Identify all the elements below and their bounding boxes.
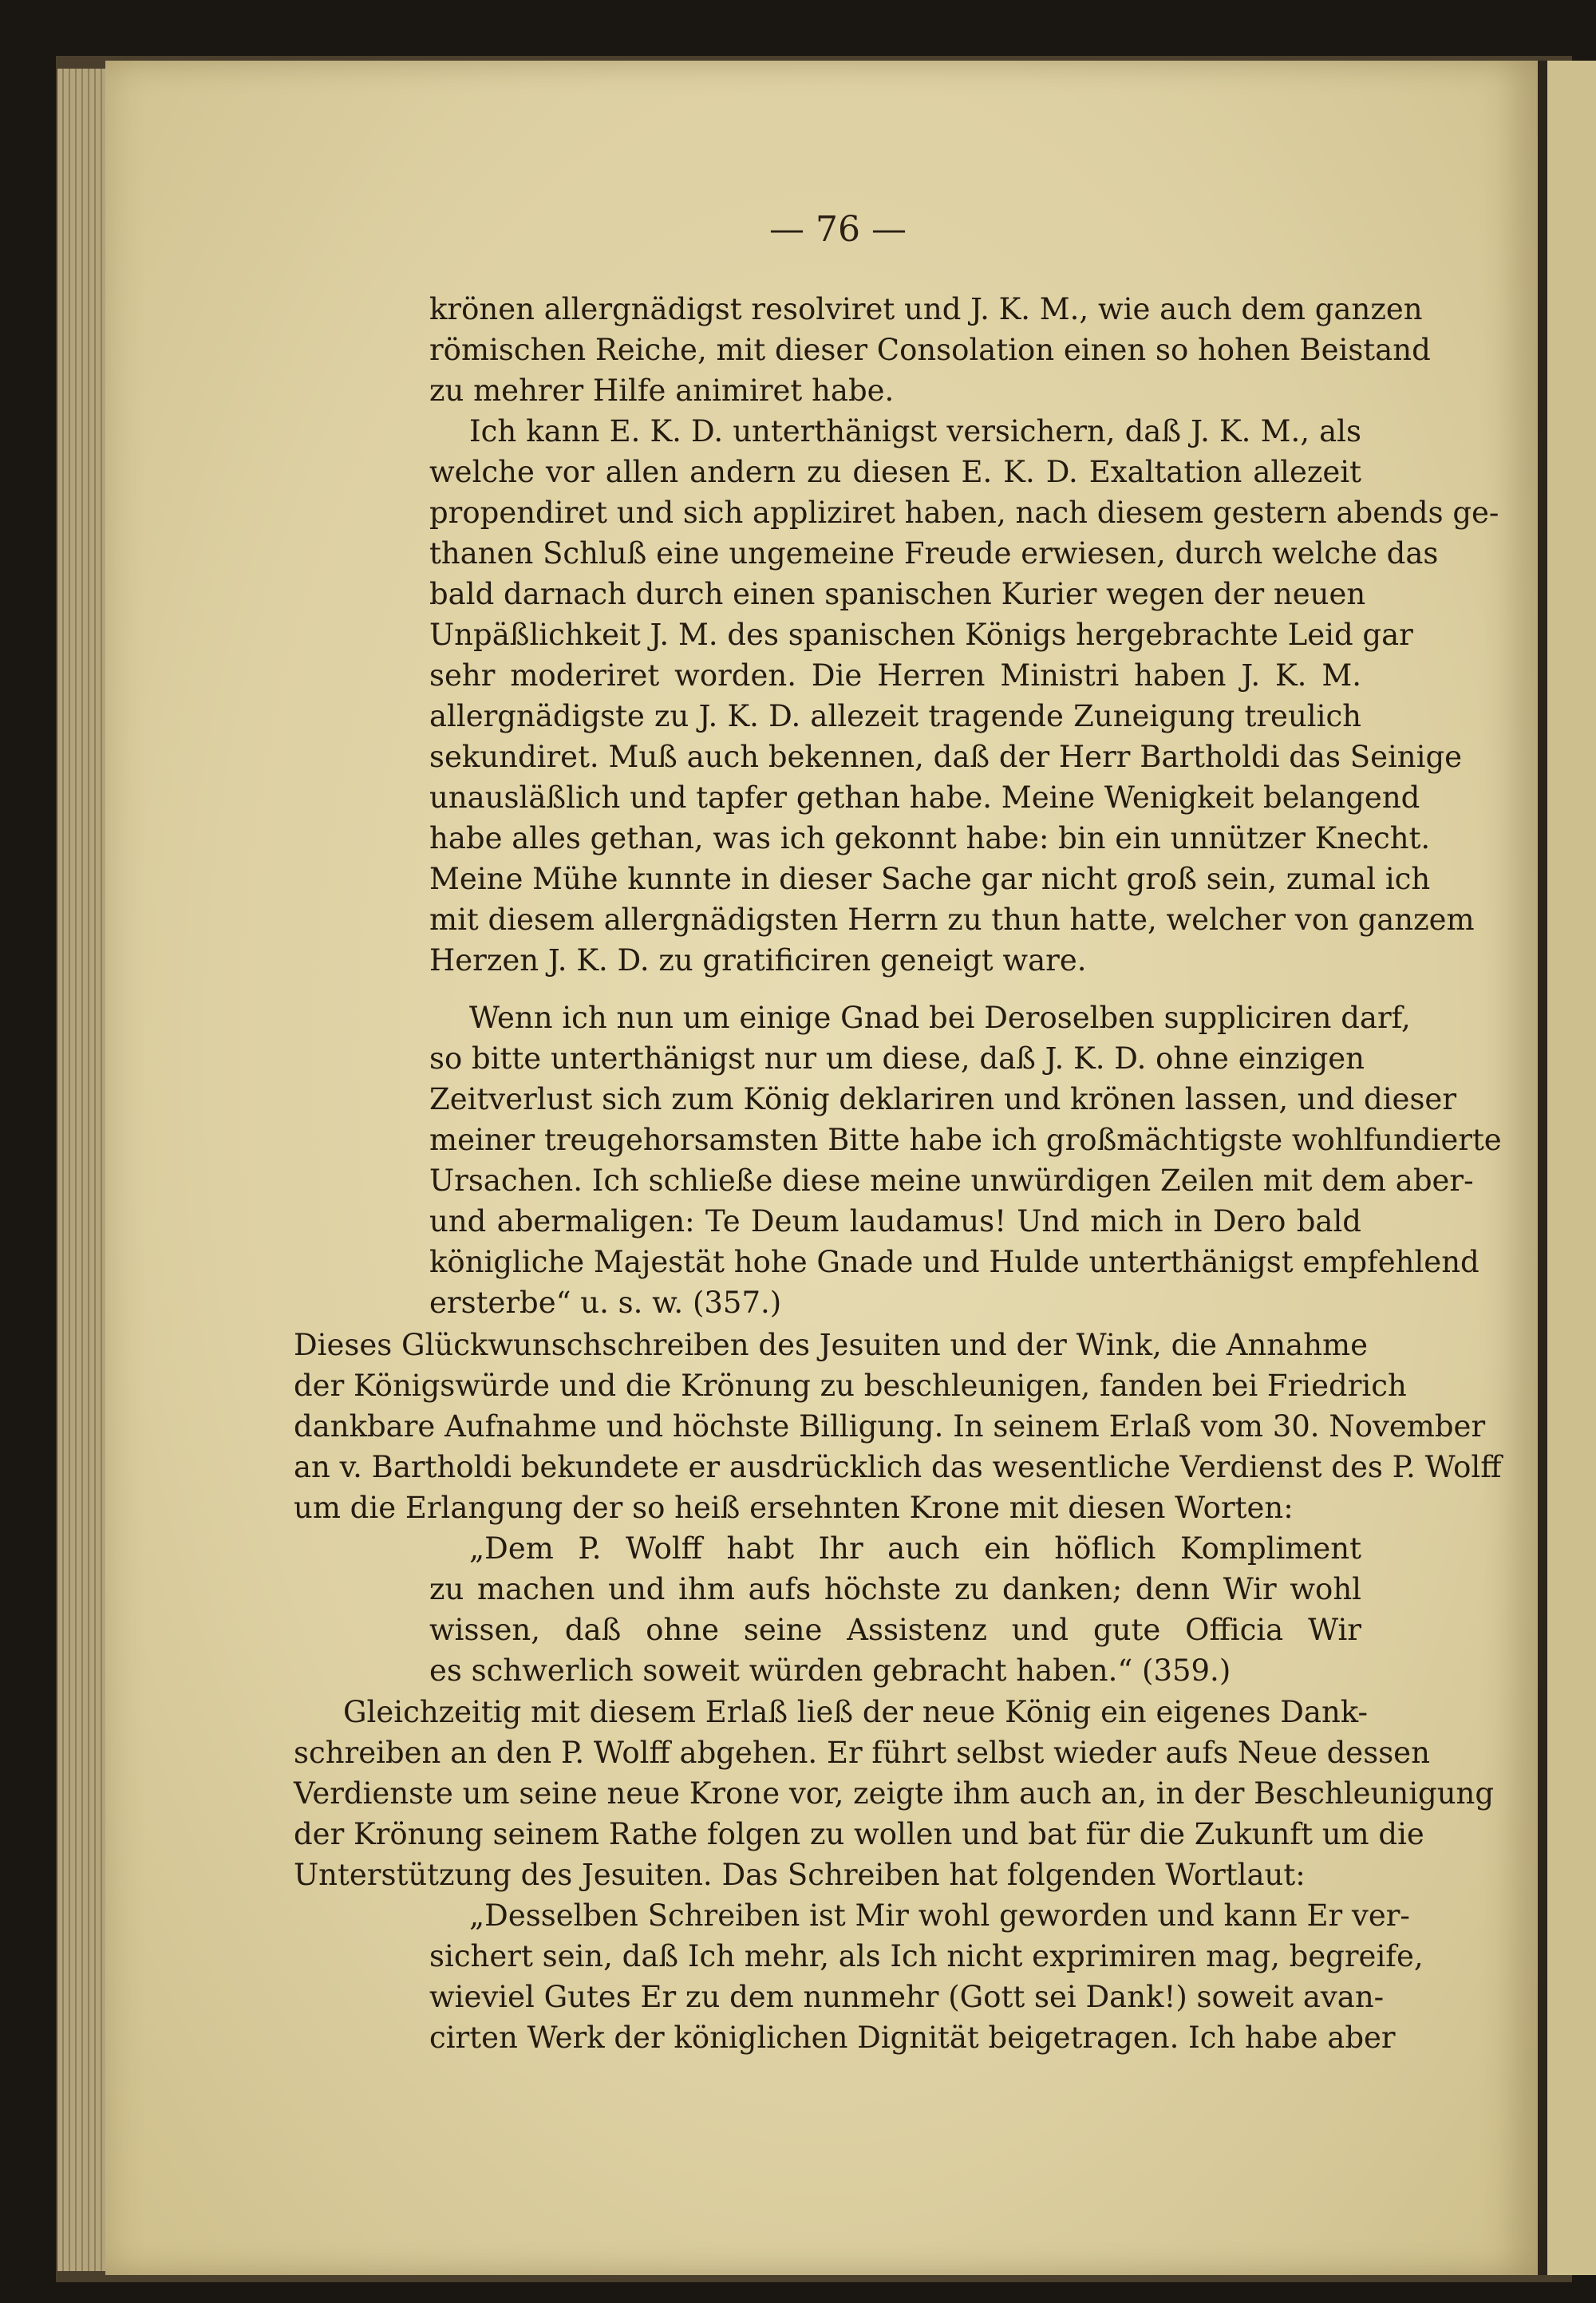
text-line: Zeitverlust sich zum König deklariren und krönen lassen, und dieser xyxy=(429,1082,1457,1116)
text-line: Herzen J. K. D. zu gratificiren geneigt ware. xyxy=(429,943,1087,978)
page-number: — 76 — xyxy=(769,209,907,250)
text-line: sehr moderiret worden. Die Herren Ministri haben J. K. M. xyxy=(429,658,1361,693)
book-gutter xyxy=(1538,61,1547,2275)
book-page-edges xyxy=(57,69,105,2271)
text-line: bald darnach durch einen spanischen Kurier wegen der neuen xyxy=(429,577,1366,611)
text-line: schreiben an den P. Wolff abgehen. Er führt selbst wieder aufs Neue dessen xyxy=(294,1736,1430,1770)
text-line: mit diesem allergnädigsten Herrn zu thun hatte, welcher von ganzem xyxy=(429,903,1475,937)
text-line: cirten Werk der königlichen Dignität beigetragen. Ich habe aber xyxy=(429,2021,1396,2055)
text-line: sekundiret. Muß auch bekennen, daß der Herr Bartholdi das Seinige xyxy=(429,740,1463,774)
text-line: wissen, daß ohne seine Assistenz und gute Officia Wir xyxy=(429,1613,1361,1647)
text-line: Ursachen. Ich schließe diese meine unwürdigen Zeilen mit dem aber- xyxy=(429,1163,1474,1198)
text-line: an v. Bartholdi bekundete er ausdrücklich das wesentliche Verdienst des P. Wolff xyxy=(294,1450,1502,1484)
text-line: Unpäßlichkeit J. M. des spanischen Königs hergebrachte Leid gar xyxy=(429,618,1413,652)
text-line: Wenn ich nun um einige Gnad bei Deroselben suppliciren darf, xyxy=(469,1001,1411,1035)
text-line: Verdienste um seine neue Krone vor, zeigte ihm auch an, in der Beschleunigung xyxy=(294,1776,1495,1811)
text-line: es schwerlich soweit würden gebracht haben.“ (359.) xyxy=(429,1653,1231,1688)
text-line: sichert sein, daß Ich mehr, als Ich nicht exprimiren mag, begreife, xyxy=(429,1939,1424,1973)
text-line: der Königswürde und die Krönung zu beschleunigen, fanden bei Friedrich xyxy=(294,1369,1407,1403)
text-line: propendiret und sich appliziret haben, nach diesem gestern abends ge- xyxy=(429,496,1499,530)
text-line: Unterstützung des Jesuiten. Das Schreiben hat folgenden Wortlaut: xyxy=(294,1858,1306,1892)
text-line: und abermaligen: Te Deum laudamus! Und mich in Dero bald xyxy=(429,1204,1361,1238)
text-line: „Desselben Schreiben ist Mir wohl geworden und kann Er ver- xyxy=(469,1898,1410,1933)
text-line: meiner treugehorsamsten Bitte habe ich großmächtigste wohlfundierte xyxy=(429,1123,1502,1157)
text-line: ersterbe“ u. s. w. (357.) xyxy=(429,1286,782,1320)
text-line: zu machen und ihm aufs höchste zu danken; denn Wir wohl xyxy=(429,1572,1361,1606)
text-line: dankbare Aufnahme und höchste Billigung. In seinem Erlaß vom 30. November xyxy=(294,1409,1486,1444)
text-line: allergnädigste zu J. K. D. allezeit tragende Zuneigung treulich xyxy=(429,699,1361,733)
text-line: um die Erlangung der so heiß ersehnten Krone mit diesen Worten: xyxy=(294,1491,1294,1525)
text-line: krönen allergnädigst resolviret und J. K. M., wie auch dem ganzen xyxy=(429,292,1423,326)
text-line: der Krönung seinem Rathe folgen zu wollen und bat für die Zukunft um die xyxy=(294,1817,1424,1851)
text-line: Meine Mühe kunnte in dieser Sache gar nicht groß sein, zumal ich xyxy=(429,862,1431,896)
next-page-edge xyxy=(1547,61,1596,2275)
text-line: thanen Schluß eine ungemeine Freude erwiesen, durch welche das xyxy=(429,536,1439,571)
text-line: zu mehrer Hilfe animiret habe. xyxy=(429,373,895,408)
text-line: Gleichzeitig mit diesem Erlaß ließ der neue König ein eigenes Dank- xyxy=(343,1695,1369,1729)
text-line: „Dem P. Wolff habt Ihr auch ein höflich Kompliment xyxy=(469,1531,1361,1566)
text-line: so bitte unterthänigst nur um diese, daß J. K. D. ohne einzigen xyxy=(429,1041,1365,1076)
text-line: habe alles gethan, was ich gekonnt habe: bin ein unnützer Knecht. xyxy=(429,821,1431,855)
text-line: wieviel Gutes Er zu dem nunmehr (Gott sei Dank!) soweit avan- xyxy=(429,1980,1385,2014)
text-line: Dieses Glückwunschschreiben des Jesuiten und der Wink, die Annahme xyxy=(294,1328,1369,1362)
text-line: welche vor allen andern zu diesen E. K. D. Exaltation allezeit xyxy=(429,455,1361,489)
text-line: unausläßlich und tapfer gethan habe. Meine Wenigkeit belangend xyxy=(429,780,1420,815)
text-line: Ich kann E. K. D. unterthänigst versichern, daß J. K. M., als xyxy=(469,414,1361,448)
text-line: römischen Reiche, mit dieser Consolation einen so hohen Beistand xyxy=(429,333,1431,367)
text-line: königliche Majestät hohe Gnade und Hulde unterthänigst empfehlend xyxy=(429,1245,1479,1279)
